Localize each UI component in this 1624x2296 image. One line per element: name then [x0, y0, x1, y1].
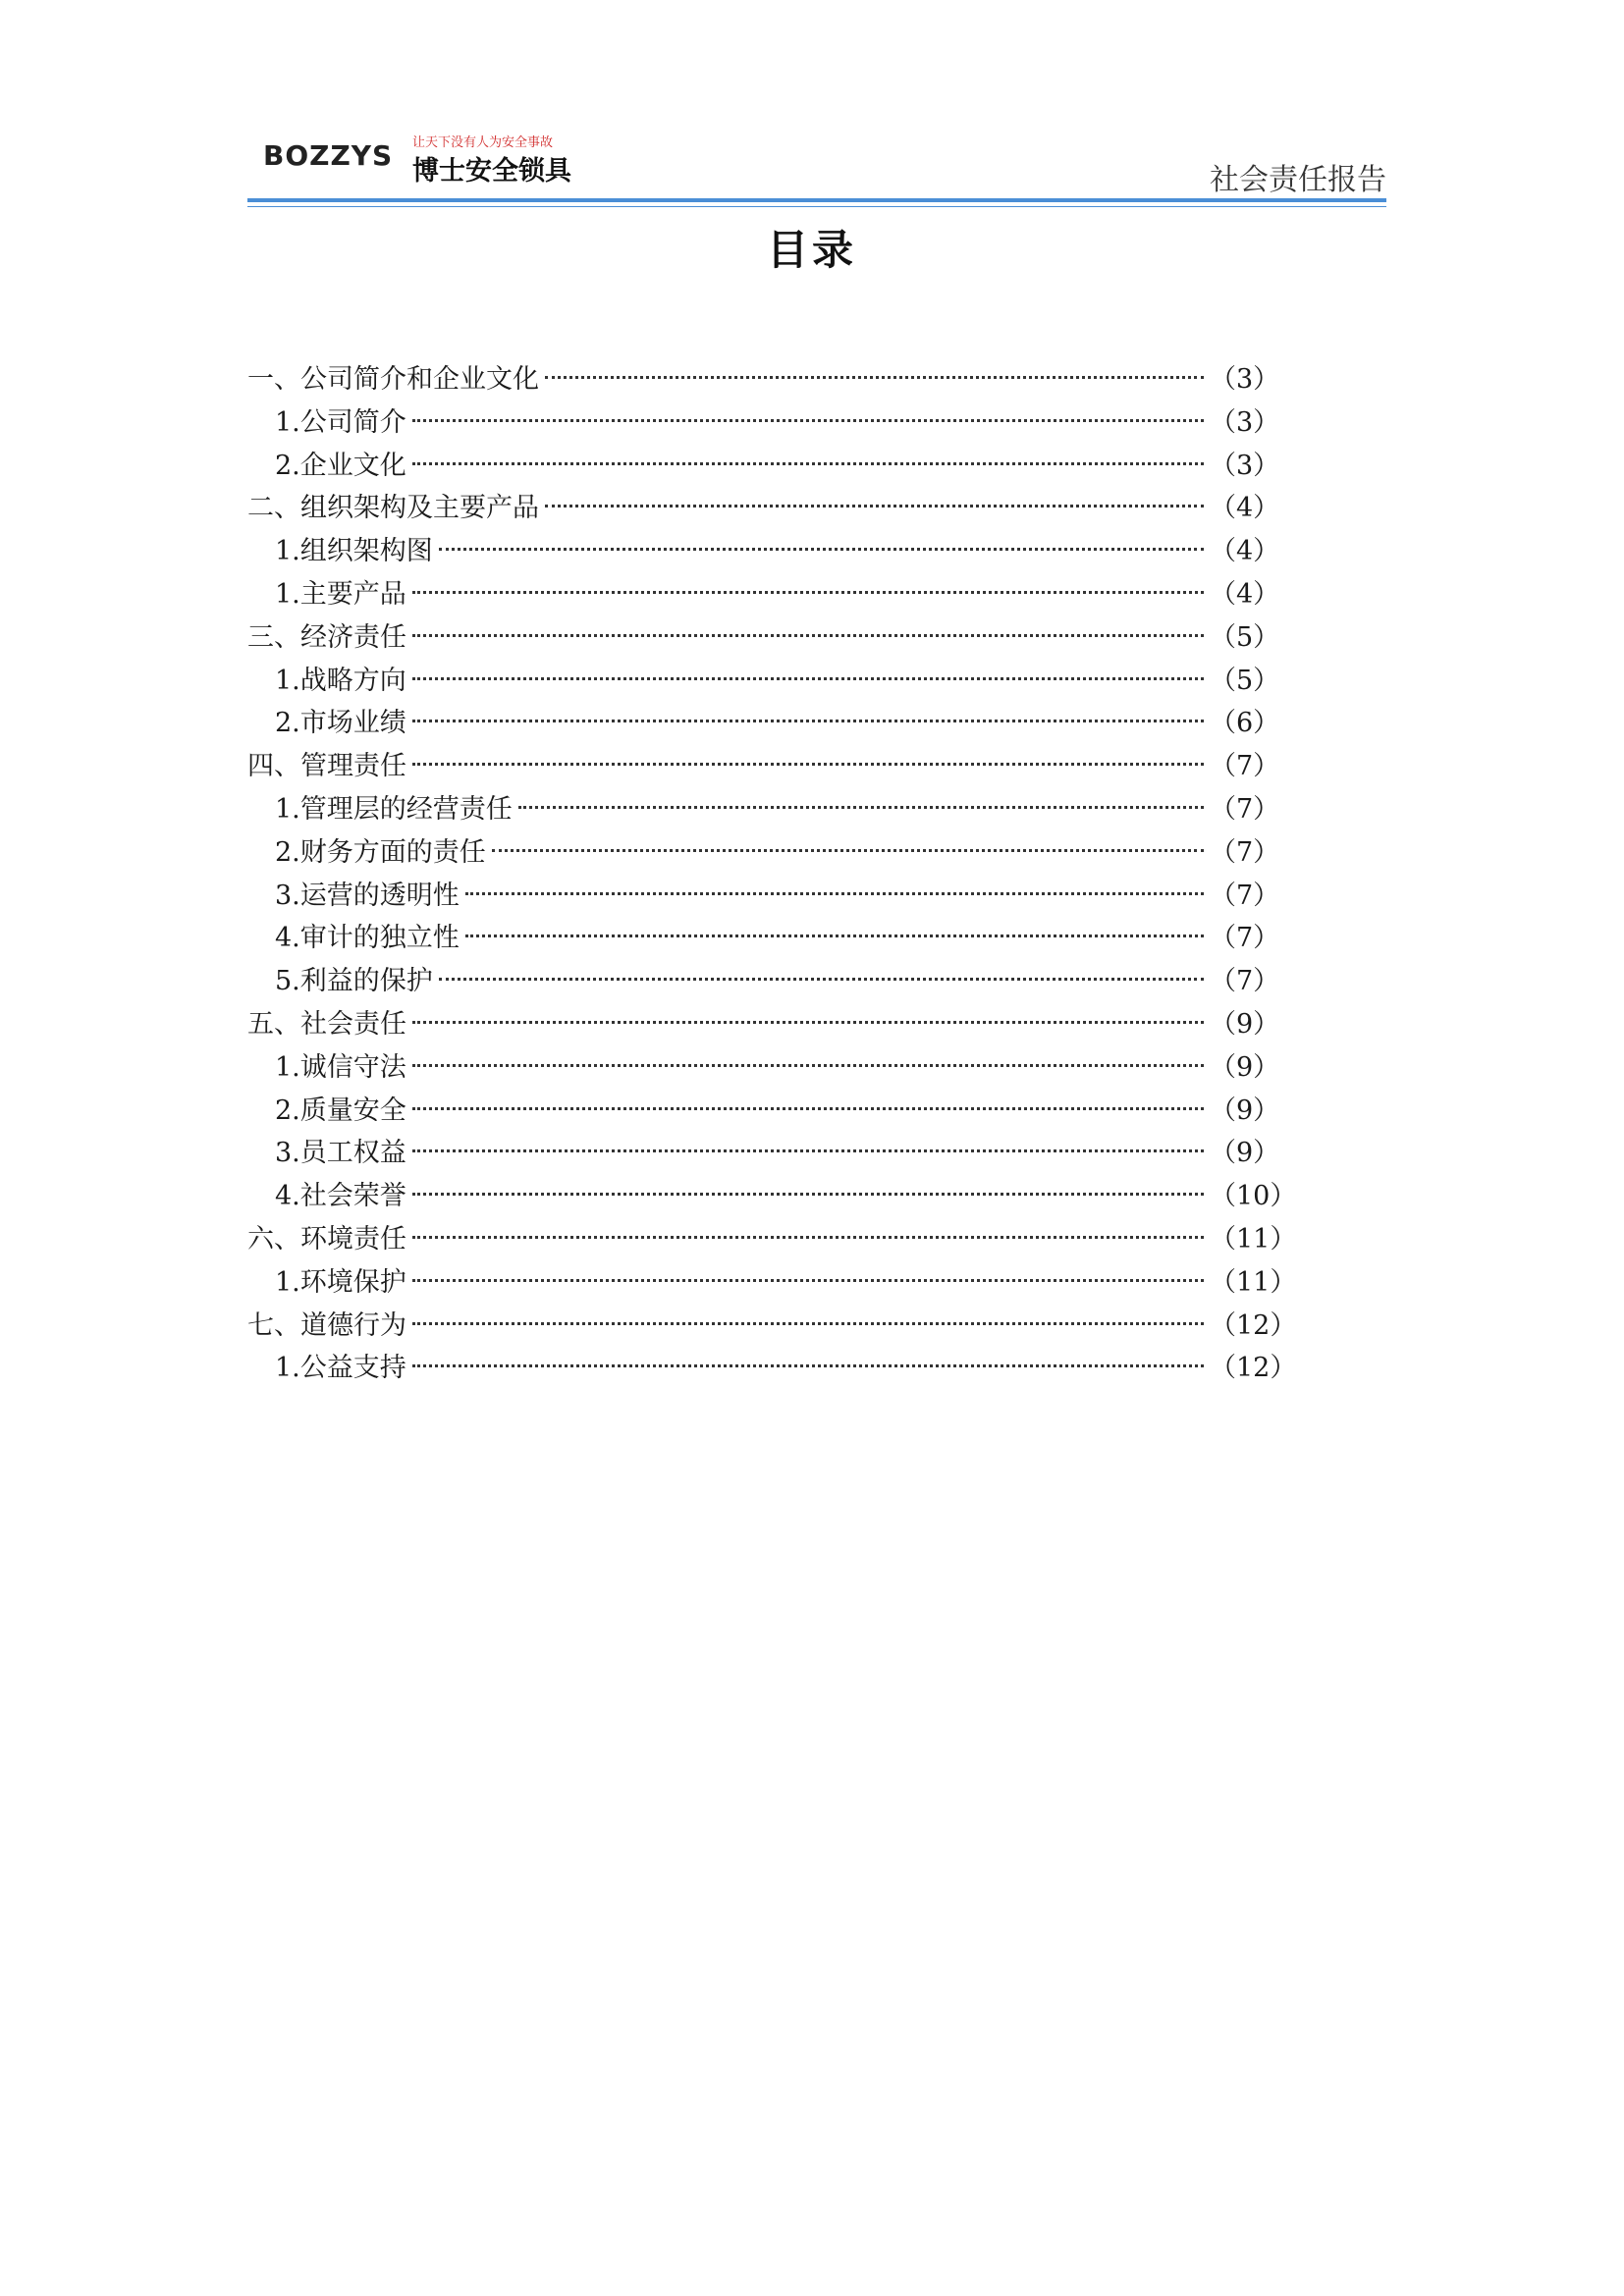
toc-page-number: （7）	[1210, 966, 1280, 997]
logo-mark: BOZZYS	[263, 139, 394, 172]
toc-subsection[interactable]	[247, 445, 1278, 488]
toc-page-number: （3）	[1210, 364, 1280, 395]
header-divider-thick	[247, 198, 1386, 202]
toc-entry-label: 1.诚信守法	[275, 1051, 406, 1083]
toc-entry-label: 一、公司简介和企业文化	[247, 364, 539, 395]
toc-page-number: （5）	[1210, 665, 1280, 696]
toc-entry-label: 5.利益的保护	[275, 966, 433, 997]
table-of-contents	[247, 358, 1297, 1390]
toc-page-number: （9）	[1210, 1138, 1280, 1169]
toc-page-number: （9）	[1210, 1008, 1280, 1040]
toc-entry-label: 3.员工权益	[275, 1138, 406, 1169]
toc-subsection[interactable]	[247, 1132, 1278, 1175]
toc-page-number: （11）	[1210, 1266, 1297, 1298]
toc-page-number: （12）	[1210, 1309, 1297, 1341]
toc-entry-label: 1.公司简介	[275, 406, 406, 438]
toc-entry-label: 2.企业文化	[275, 450, 406, 481]
toc-dot-leader	[412, 462, 1204, 465]
toc-page-number: （4）	[1210, 578, 1280, 610]
toc-dot-leader	[412, 419, 1204, 422]
toc-entry-label: 1.环境保护	[275, 1266, 406, 1298]
toc-section[interactable]	[247, 1305, 1297, 1348]
toc-dot-leader	[545, 376, 1204, 379]
toc-dot-leader	[492, 849, 1204, 852]
toc-entry-label: 3.运营的透明性	[275, 880, 460, 911]
toc-entry-label: 2.质量安全	[275, 1095, 406, 1126]
toc-entry-label: 2.财务方面的责任	[275, 836, 486, 868]
toc-page-number: （3）	[1210, 450, 1280, 481]
toc-subsection[interactable]	[247, 831, 1278, 875]
toc-subsection[interactable]	[247, 1046, 1278, 1090]
page-header	[247, 116, 1386, 210]
toc-subsection[interactable]	[247, 1347, 1297, 1390]
toc-subsection[interactable]	[247, 530, 1278, 573]
toc-page-number: （4）	[1210, 493, 1280, 524]
logo-name: 博士安全锁具	[412, 156, 571, 187]
report-title: 社会责任报告	[1210, 163, 1386, 197]
toc-dot-leader	[412, 1322, 1204, 1325]
toc-subsection[interactable]	[247, 1090, 1278, 1133]
toc-subsection[interactable]	[247, 1175, 1297, 1218]
toc-entry-label: 1.管理层的经营责任	[275, 793, 513, 825]
toc-entry-label: 二、组织架构及主要产品	[247, 493, 539, 524]
toc-subsection[interactable]	[247, 401, 1278, 445]
toc-dot-leader	[412, 634, 1204, 637]
toc-dot-leader	[465, 934, 1204, 937]
logo-slogan: 让天下没有人为安全事故	[412, 135, 554, 150]
toc-subsection[interactable]	[247, 788, 1278, 831]
toc-page-number: （5）	[1210, 621, 1280, 653]
toc-entry-label: 4.社会荣誉	[275, 1181, 406, 1212]
toc-page-number: （7）	[1210, 793, 1280, 825]
toc-dot-leader	[412, 591, 1204, 594]
toc-entry-label: 七、道德行为	[247, 1309, 406, 1341]
toc-section[interactable]	[247, 1218, 1297, 1261]
toc-dot-leader	[412, 720, 1204, 722]
toc-subsection[interactable]	[247, 702, 1278, 745]
page-title: 目录	[766, 226, 857, 274]
toc-entry-label: 三、经济责任	[247, 621, 406, 653]
toc-page-number: （3）	[1210, 406, 1280, 438]
toc-dot-leader	[412, 1021, 1204, 1024]
toc-section[interactable]	[247, 745, 1278, 788]
toc-dot-leader	[439, 978, 1204, 981]
toc-page-number: （7）	[1210, 880, 1280, 911]
toc-entry-label: 1.主要产品	[275, 578, 406, 610]
toc-page-number: （4）	[1210, 536, 1280, 567]
toc-section[interactable]	[247, 487, 1278, 530]
toc-entry-label: 四、管理责任	[247, 751, 406, 782]
toc-dot-leader	[439, 548, 1204, 551]
toc-dot-leader	[465, 892, 1204, 895]
toc-page-number: （10）	[1210, 1181, 1297, 1212]
toc-subsection[interactable]	[247, 1261, 1297, 1305]
toc-dot-leader	[412, 1193, 1204, 1196]
toc-entry-label: 1.组织架构图	[275, 536, 433, 567]
toc-entry-label: 2.市场业绩	[275, 708, 406, 739]
toc-subsection[interactable]	[247, 573, 1278, 616]
toc-page-number: （7）	[1210, 836, 1280, 868]
toc-page-number: （9）	[1210, 1051, 1280, 1083]
toc-page-number: （9）	[1210, 1095, 1280, 1126]
toc-entry-label: 五、社会责任	[247, 1008, 406, 1040]
toc-subsection[interactable]	[247, 660, 1278, 703]
toc-page-number: （7）	[1210, 923, 1280, 954]
toc-entry-label: 4.审计的独立性	[275, 923, 460, 954]
toc-section[interactable]	[247, 358, 1278, 401]
toc-entry-label: 1.战略方向	[275, 665, 406, 696]
toc-subsection[interactable]	[247, 917, 1278, 960]
toc-section[interactable]	[247, 616, 1278, 660]
toc-dot-leader	[412, 1364, 1204, 1367]
toc-page-number: （12）	[1210, 1353, 1297, 1384]
toc-page-number: （7）	[1210, 751, 1280, 782]
toc-dot-leader	[412, 1064, 1204, 1067]
toc-page-number: （11）	[1210, 1223, 1297, 1255]
toc-section[interactable]	[247, 1003, 1278, 1046]
toc-dot-leader	[412, 677, 1204, 680]
toc-subsection[interactable]	[247, 960, 1278, 1003]
toc-dot-leader	[412, 1279, 1204, 1282]
header-divider-thin	[247, 206, 1386, 207]
toc-dot-leader	[518, 806, 1204, 809]
toc-dot-leader	[545, 505, 1204, 507]
toc-dot-leader	[412, 1107, 1204, 1110]
toc-entry-label: 1.公益支持	[275, 1353, 406, 1384]
toc-dot-leader	[412, 1149, 1204, 1152]
toc-page-number: （6）	[1210, 708, 1280, 739]
toc-entry-label: 六、环境责任	[247, 1223, 406, 1255]
toc-dot-leader	[412, 763, 1204, 766]
toc-subsection[interactable]	[247, 875, 1278, 918]
toc-dot-leader	[412, 1236, 1204, 1239]
company-logo	[255, 116, 569, 192]
